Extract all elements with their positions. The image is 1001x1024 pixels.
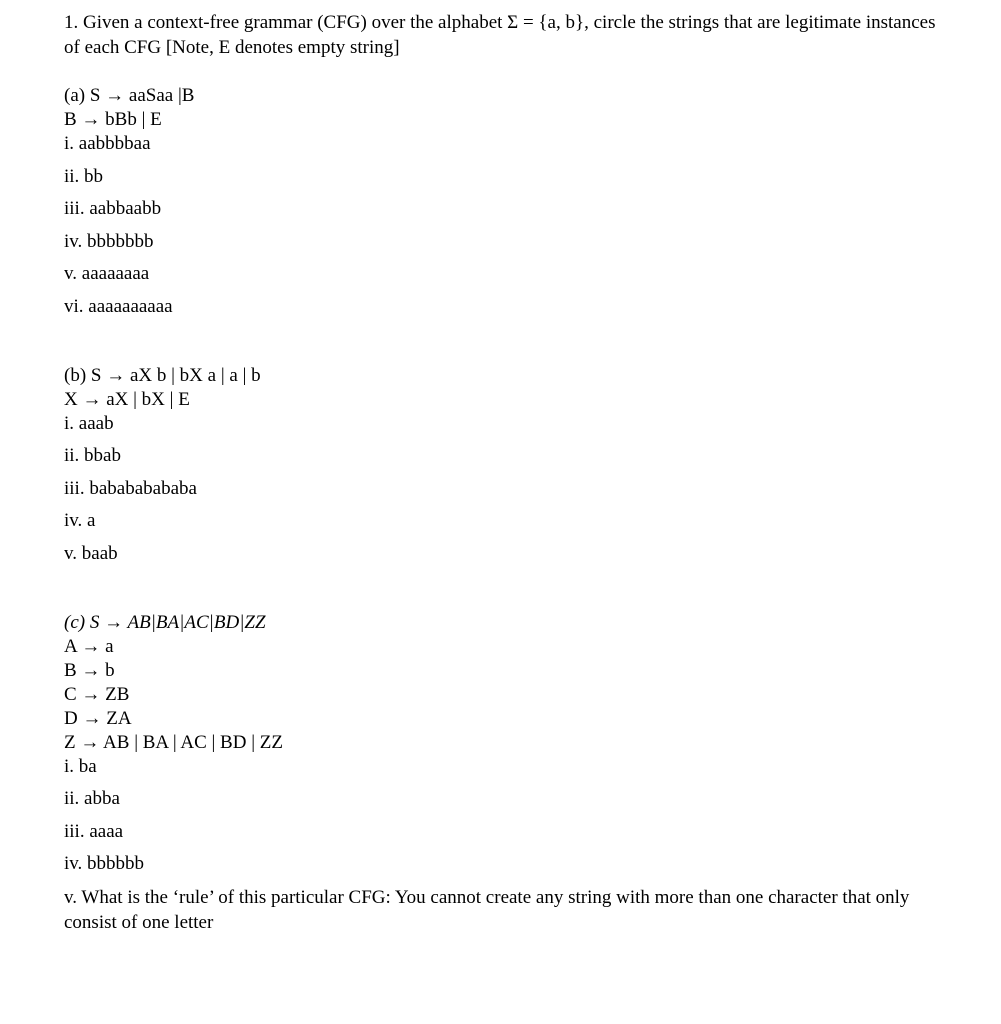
candidate-string: vi. aaaaaaaaaa — [64, 295, 173, 317]
grammar-rule: D → ZA — [64, 707, 132, 729]
candidate-string: iii. babababababa — [64, 477, 197, 499]
candidate-string: v. baab — [64, 542, 118, 564]
grammar-rule: (a) S → aaSaa |B — [64, 85, 195, 106]
candidate-string: iv. a — [64, 510, 96, 531]
part-b — [64, 364, 944, 566]
question-title: 1. Given a context-free grammar (CFG) over the alphabet Σ = {a, b}, circle the strings that are legitimate instances of each CFG [Note, E denotes empty string] — [64, 12, 936, 58]
part-a — [64, 84, 944, 319]
grammar-rule: (b) S → aX b | bX a | a | b — [64, 364, 261, 386]
grammar-rule: C → ZB — [64, 683, 130, 705]
grammar-rule: Z → AB | BA | AC | BD | ZZ — [64, 731, 283, 753]
candidate-string: v. aaaaaaaa — [64, 263, 150, 284]
rule-question: v. What is the ‘rule’ of this particular CFG: You cannot create any string with more than one character that only consist of one letter — [64, 886, 910, 933]
candidate-string: i. aaab — [64, 412, 114, 434]
grammar-rule: X → aX | bX | E — [64, 388, 190, 410]
grammar-rule: B → bBb | E — [64, 109, 162, 130]
candidate-string: iii. aabbaabb — [64, 198, 162, 219]
grammar-rule: (c) S → AB|BA|AC|BD|ZZ — [64, 611, 266, 633]
candidate-string: i. ba — [64, 755, 97, 777]
candidate-string: ii. bb — [64, 165, 104, 187]
grammar-rule: A → a — [64, 635, 114, 657]
candidate-string: ii. abba — [64, 788, 120, 809]
grammar-rule: B → b — [64, 659, 115, 681]
candidate-string: i. aabbbbaa — [64, 133, 151, 154]
document-page — [64, 10, 944, 943]
candidate-string: iii. aaaa — [64, 820, 124, 842]
candidate-string: ii. bbab — [64, 445, 121, 466]
part-c — [64, 611, 944, 935]
candidate-string: iv. bbbbbb — [64, 853, 145, 874]
candidate-string: iv. bbbbbbb — [64, 230, 154, 252]
